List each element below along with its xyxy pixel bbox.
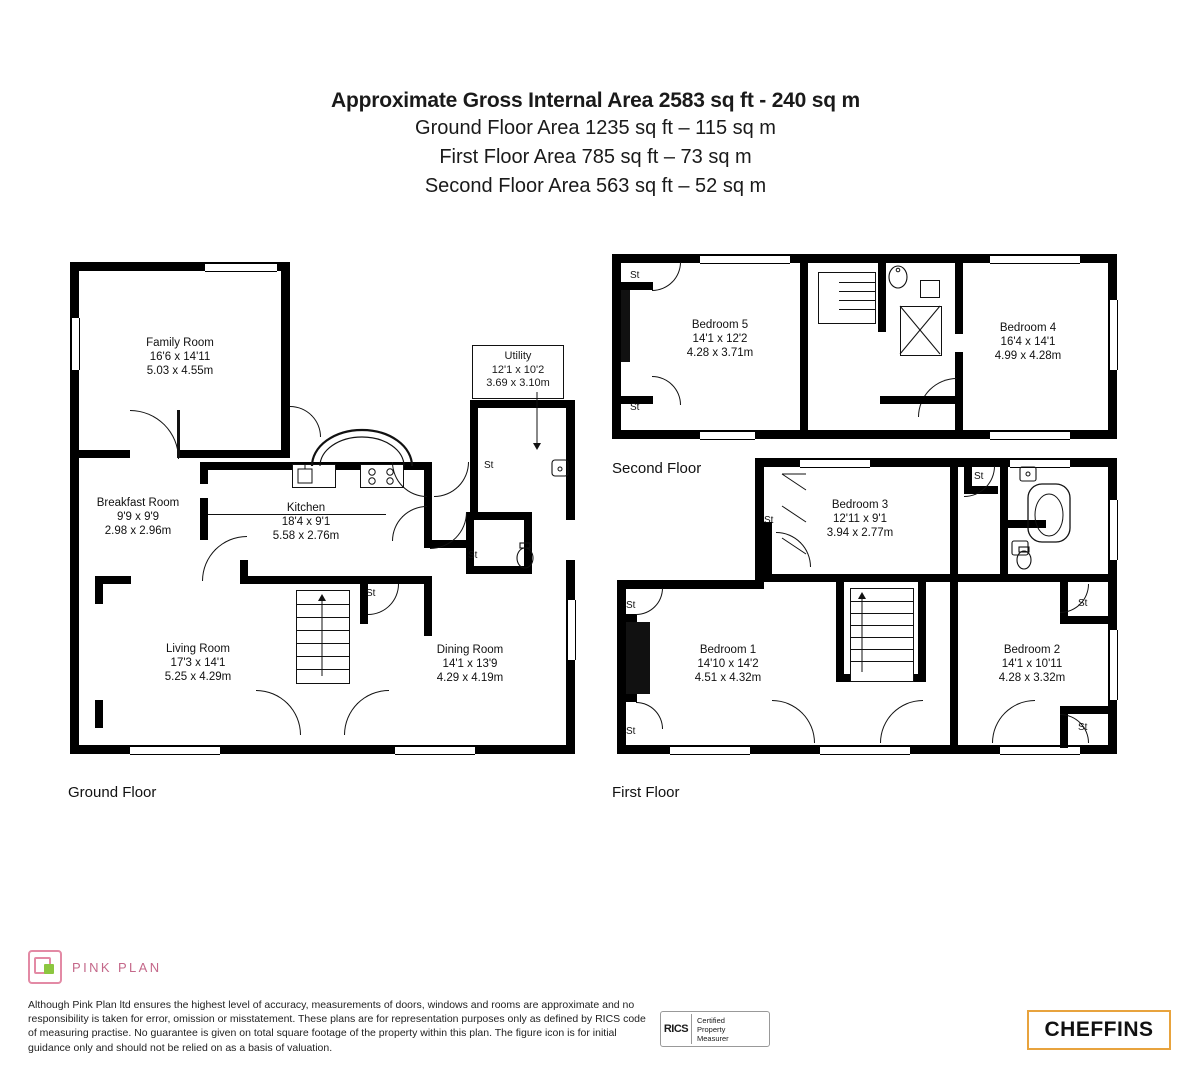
door-arc [434, 462, 469, 497]
room-imperial: 16'4 x 14'1 [1000, 336, 1056, 348]
room-label-bedroom-3 [780, 498, 940, 540]
window [1000, 746, 1080, 755]
bath-icon [1026, 482, 1082, 546]
fixture-block [626, 622, 650, 694]
window [130, 746, 220, 755]
door-arc [880, 700, 923, 743]
wall [1060, 706, 1110, 714]
first-floor-area: First Floor Area 785 sq ft – 73 sq m [439, 146, 752, 168]
room-imperial: 18'4 x 9'1 [281, 516, 331, 528]
room-label-bedroom-5 [640, 318, 800, 360]
room-name: Breakfast Room [96, 497, 180, 509]
storage-label: St [366, 588, 376, 599]
wall [95, 700, 103, 728]
storage-label: St [764, 515, 774, 526]
room-name: Bedroom 4 [999, 322, 1057, 334]
door-arc [772, 700, 815, 743]
window [820, 746, 910, 755]
room-imperial: 14'1 x 12'2 [692, 333, 748, 345]
window [670, 746, 750, 755]
pink-plan-logo [28, 950, 162, 984]
room-name: Bedroom 3 [831, 499, 889, 511]
wall [621, 282, 653, 290]
wall [1060, 616, 1110, 624]
room-label-breakfast-room [58, 496, 218, 538]
staircase-landing [818, 272, 839, 324]
storage-label: St [626, 600, 636, 611]
room-imperial: 16'6 x 14'11 [149, 351, 211, 363]
utility-room-label [472, 345, 564, 399]
door-arc [636, 588, 663, 615]
wall [240, 560, 248, 584]
wall [1000, 458, 1008, 578]
room-imperial: 17'3 x 14'1 [170, 657, 226, 669]
room-metric: 5.03 x 4.55m [146, 365, 214, 377]
wall [836, 582, 844, 682]
room-name: Bedroom 5 [691, 319, 749, 331]
room-name: Dining Room [436, 644, 504, 656]
rics-badge [660, 1011, 770, 1047]
room-metric: 5.25 x 4.29m [164, 671, 232, 683]
wall [281, 262, 290, 458]
room-label-bedroom-1 [648, 643, 808, 685]
door-arc [392, 462, 427, 497]
storage-label: St [1078, 722, 1088, 733]
door-arc [290, 406, 321, 437]
first-floor-label: First Floor [612, 784, 680, 801]
door-arc [130, 410, 179, 459]
storage-label: St [630, 270, 640, 281]
wall [617, 580, 626, 754]
door-arc [392, 506, 427, 541]
window [700, 431, 755, 440]
window [990, 431, 1070, 440]
agent-logo [1027, 1010, 1171, 1050]
utility-leader-line [530, 392, 544, 452]
room-metric: 4.28 x 3.32m [998, 672, 1066, 684]
second-floor-label: Second Floor [612, 460, 702, 477]
wall [918, 582, 926, 682]
door-arc [344, 690, 389, 735]
room-imperial: 12'11 x 9'1 [832, 513, 888, 525]
window [800, 459, 870, 468]
door-arc [256, 690, 301, 735]
storage-label: St [484, 460, 494, 471]
brand-name: PINK PLAN [72, 959, 162, 975]
room-label-kitchen [226, 501, 386, 543]
utility-metric: 3.69 x 3.10m [486, 377, 550, 389]
rics-line-2: Property [697, 1024, 726, 1034]
wall [470, 400, 478, 520]
wall [617, 694, 637, 702]
wall [764, 522, 772, 580]
window [395, 746, 475, 755]
room-name: Family Room [146, 337, 214, 349]
window [567, 600, 576, 660]
window [205, 263, 277, 272]
wall [755, 458, 764, 580]
room-imperial: 14'10 x 14'2 [697, 658, 759, 670]
rics-caption [691, 1014, 729, 1044]
window [1109, 300, 1118, 370]
room-label-living-room [118, 642, 278, 684]
wall [240, 576, 294, 584]
wall [292, 576, 432, 584]
door-arc [652, 376, 681, 405]
wall [95, 576, 103, 604]
utility-name: Utility [504, 350, 532, 362]
door-arc [652, 262, 681, 291]
window [1109, 500, 1118, 560]
wall [200, 462, 208, 484]
plan-heading [0, 88, 1191, 201]
basin-icon [548, 456, 574, 482]
room-label-family-room [100, 336, 260, 378]
room-label-bedroom-4 [948, 321, 1108, 363]
rics-line-1: Certified [697, 1015, 725, 1025]
wall [800, 254, 808, 439]
storage-label: St [626, 726, 636, 737]
wall [70, 450, 130, 458]
wall [470, 512, 530, 520]
wall [178, 450, 290, 458]
room-imperial: 14'1 x 13'9 [442, 658, 498, 670]
window [700, 255, 790, 264]
rics-mark: RICS [663, 1023, 689, 1035]
room-name: Bedroom 2 [1003, 644, 1061, 656]
room-name: Bedroom 1 [699, 644, 757, 656]
second-floor-area: Second Floor Area 563 sq ft – 52 sq m [424, 175, 767, 197]
wall [950, 458, 958, 582]
room-metric: 4.28 x 3.71m [686, 347, 754, 359]
wall [470, 400, 575, 408]
wall [70, 576, 79, 754]
wc-icon [512, 540, 540, 574]
ground-floor-label: Ground Floor [68, 784, 157, 801]
basin-icon [884, 262, 914, 292]
wall [177, 410, 180, 458]
wall [617, 614, 637, 622]
wall [612, 254, 621, 439]
room-imperial: 14'1 x 10'11 [1001, 658, 1063, 670]
wc-fixture [920, 280, 940, 298]
room-metric: 4.51 x 4.32m [694, 672, 762, 684]
room-metric: 4.29 x 4.19m [436, 672, 504, 684]
utility-imperial: 12'1 x 10'2 [491, 363, 545, 376]
shower-icon [900, 306, 940, 354]
wall [764, 574, 959, 582]
wall [880, 396, 958, 404]
rics-line-3: Measurer [697, 1033, 729, 1043]
stair-direction-arrow [850, 588, 912, 680]
door-arc [636, 702, 663, 729]
wc-icon [1012, 544, 1038, 574]
disclaimer-text: Although Pink Plan ltd ensures the highest level of accuracy, measurements of doors, windows and rooms are approximate and no responsibility is taken for error, omission or misstatement. These plans are for representation purposes only as defined by RICS code of measuring practise. No guarantee is given on total square footage of the property within this plan. The figure icon is for initial guidance only and should not be relied on as a basis of valuation. [28, 999, 646, 1054]
room-name: Kitchen [286, 502, 326, 514]
ground-floor-area: Ground Floor Area 1235 sq ft – 115 sq m [415, 117, 776, 139]
room-name: Living Room [166, 643, 230, 655]
storage-label: St [974, 471, 984, 482]
window [71, 318, 80, 370]
stair-direction-arrow [296, 590, 348, 682]
room-metric: 4.99 x 4.28m [994, 350, 1062, 362]
wall [950, 574, 1110, 582]
storage-label: St [1078, 598, 1088, 609]
wall [424, 576, 432, 636]
room-metric: 5.58 x 2.76m [272, 530, 340, 542]
gross-internal-area-title: Approximate Gross Internal Area 2583 sq ft - 240 sq m [331, 89, 860, 112]
storage-label: St [468, 550, 478, 561]
room-imperial: 9'9 x 9'9 [116, 511, 160, 523]
house-icon [28, 950, 62, 984]
room-metric: 2.98 x 2.96m [104, 525, 172, 537]
door-arc [992, 700, 1035, 743]
room-label-bedroom-2 [952, 643, 1112, 685]
room-label-dining-room [390, 643, 550, 685]
wall [621, 282, 630, 362]
room-metric: 3.94 x 2.77m [826, 527, 894, 539]
agent-name: CHEFFINS [1044, 1018, 1154, 1041]
storage-label: St [630, 402, 640, 413]
window [990, 255, 1080, 264]
